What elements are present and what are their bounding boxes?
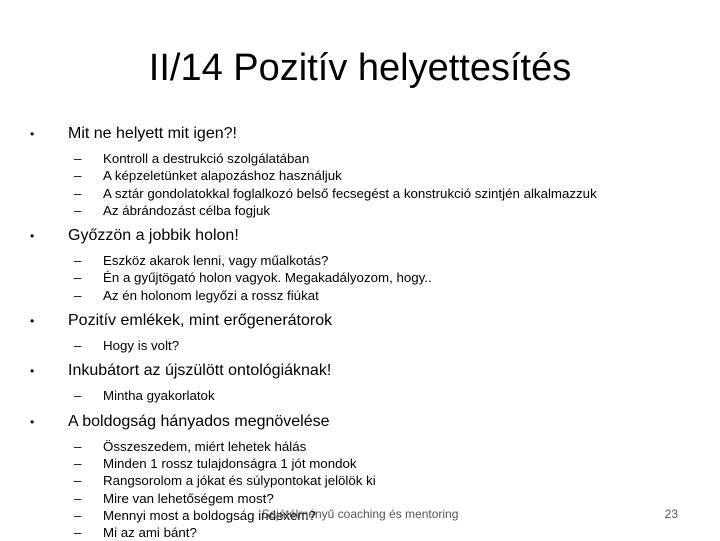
- bullet-item: [30, 412, 700, 432]
- sub-item: [30, 269, 700, 286]
- dash-icon: –: [74, 202, 82, 218]
- sub-list: [30, 438, 700, 541]
- sub-item: [30, 167, 700, 184]
- sub-item-text: Mire van lehetőségem most?: [103, 490, 274, 506]
- sub-item-text: Mi az ami bánt?: [103, 525, 197, 541]
- dash-icon: –: [74, 253, 82, 269]
- bullet-text: A boldogság hányados megnövelése: [68, 412, 330, 430]
- sub-item-text: Mintha gyakorlatok: [103, 388, 215, 404]
- dash-icon: –: [74, 525, 82, 541]
- sub-list: [30, 150, 700, 219]
- sub-item: [30, 337, 700, 354]
- sub-item-text: Az ábrándozást célba fogjuk: [103, 202, 271, 218]
- sub-item: [30, 472, 700, 489]
- dash-icon: –: [74, 507, 82, 523]
- dash-icon: –: [74, 438, 82, 454]
- sub-item: [30, 490, 700, 507]
- bullet-item: [30, 311, 700, 331]
- sub-item: [30, 202, 700, 219]
- page-number: 23: [664, 507, 678, 521]
- bullet-item: [30, 226, 700, 246]
- sub-item-text: Kontroll a destrukció szolgálatában: [103, 151, 310, 166]
- bullet-item: [30, 361, 700, 381]
- bullet-text: Inkubátort az újszülött ontológiáknak!: [68, 362, 332, 380]
- sub-item: [30, 455, 700, 472]
- bullet-icon: •: [30, 414, 35, 429]
- bullet-icon: •: [30, 127, 35, 141]
- bullet-text: Pozitív emlékek, mint erőgenerátorok: [68, 312, 333, 330]
- slide-title: II/14 Pozitív helyettesítés: [148, 47, 572, 89]
- sub-item: [30, 185, 700, 202]
- dash-icon: –: [74, 168, 82, 184]
- sub-list: [30, 337, 700, 354]
- sub-item: [30, 438, 700, 455]
- sub-item-text: Összeszedem, miért lehetek hálás: [103, 438, 307, 454]
- dash-icon: –: [74, 455, 82, 471]
- sub-item-text: Én a gyűjtögató holon vagyok. Megakadályozom, hogy..: [103, 270, 432, 286]
- sub-item: [30, 287, 700, 304]
- bullet-text: Győzzön a jobbik holon!: [68, 227, 239, 245]
- bullet-icon: •: [30, 364, 35, 379]
- dash-icon: –: [74, 287, 82, 303]
- bullet-item: [30, 124, 700, 144]
- dash-icon: –: [74, 490, 82, 506]
- sub-item-text: Rangsorolom a jókat és súlypontokat jelölök ki: [103, 473, 376, 489]
- dash-icon: –: [74, 388, 82, 404]
- dash-icon: –: [74, 338, 82, 354]
- dash-icon: –: [74, 185, 82, 201]
- bullet-icon: •: [30, 229, 35, 244]
- dash-icon: –: [74, 473, 82, 489]
- bullet-icon: •: [30, 314, 35, 329]
- sub-list: [30, 387, 700, 404]
- sub-item-text: A sztár gondolatokkal foglalkozó belső fecsegést a konstrukció szintjén alkalmazzuk: [103, 185, 597, 201]
- sub-item: [30, 387, 700, 404]
- sub-list: [30, 252, 700, 304]
- sub-item: [30, 150, 700, 167]
- sub-item: [30, 524, 700, 541]
- sub-item: [30, 252, 700, 269]
- sub-item-text: A képzeletünket alapozáshoz használjuk: [103, 168, 342, 184]
- sub-item-text: Minden 1 rossz tulajdonságra 1 jót mondok: [103, 455, 357, 471]
- slide-footer: Sajátélményű coaching és mentoring: [261, 507, 459, 521]
- dash-icon: –: [74, 151, 82, 166]
- sub-item-text: Eszköz akarok lenni, vagy műalkotás?: [103, 253, 329, 269]
- sub-item-text: Az én holonom legyőzi a rossz fiúkat: [103, 287, 319, 303]
- sub-item-text: Hogy is volt?: [103, 338, 180, 354]
- sub-item-text: Mennyi most a boldogság indexem?: [103, 507, 316, 523]
- bullet-text: Mit ne helyett mit igen?!: [68, 125, 237, 142]
- dash-icon: –: [74, 270, 82, 286]
- slide-content: [30, 124, 700, 541]
